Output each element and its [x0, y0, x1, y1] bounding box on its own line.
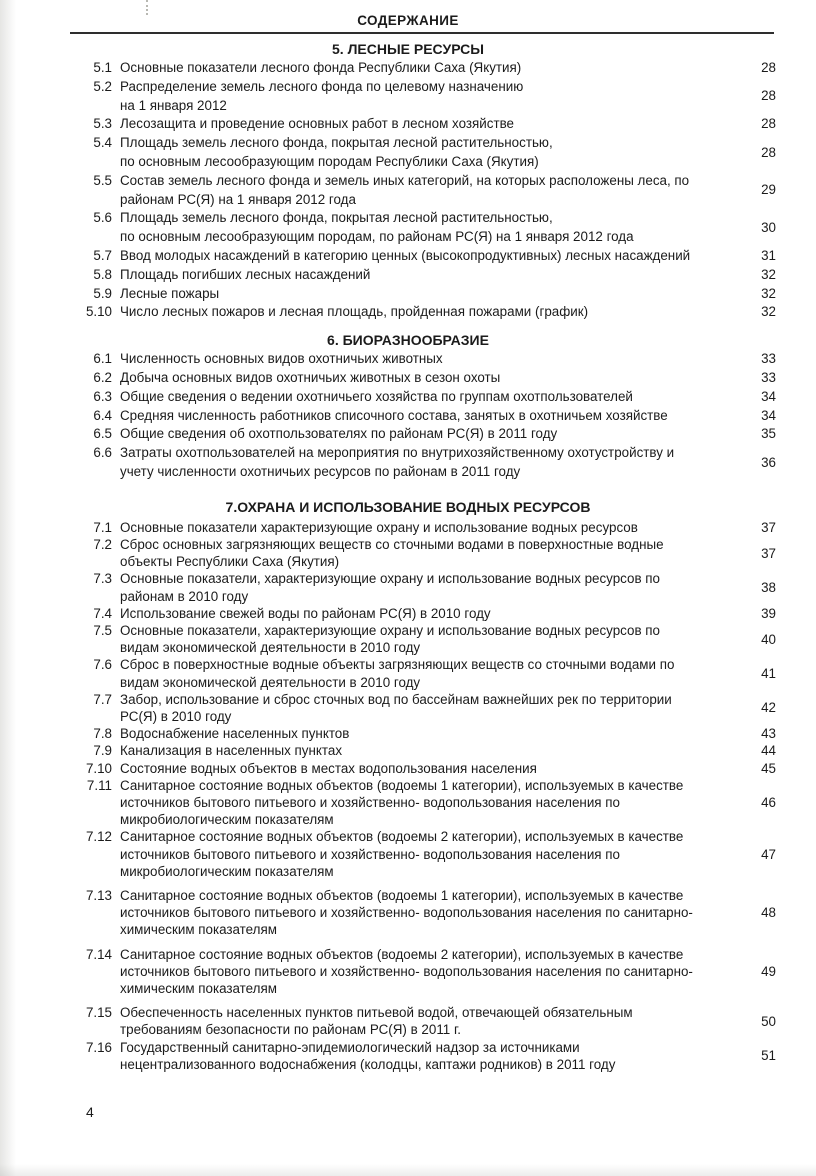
entry-page-number: 51: [761, 1048, 776, 1064]
toc-entry: [0, 536, 816, 570]
toc-entry: [0, 1004, 816, 1038]
entry-title-line: Сброс в поверхностные водные объекты загрязняющих веществ со сточными водами по: [120, 657, 675, 673]
toc-entry: [0, 285, 816, 304]
toc-section: [0, 40, 816, 322]
entry-title-line: Государственный санитарно-эпидемиологический надзор за источниками: [120, 1039, 580, 1055]
entry-number: 6.3: [93, 388, 112, 404]
entry-number: 6.4: [93, 407, 112, 423]
entry-title-line: Состояние водных объектов в местах водопользования населения: [120, 760, 537, 776]
entry-number: 7.10: [85, 760, 112, 776]
entry-number: 5.9: [93, 285, 112, 301]
entry-page-number: 34: [761, 407, 776, 423]
entry-page-number: 28: [761, 60, 776, 75]
entry-page-number: 47: [761, 846, 776, 862]
entry-number: 7.3: [93, 571, 112, 587]
entry-number: 5.8: [93, 266, 112, 282]
toc-entry: [0, 570, 816, 604]
entry-title: [120, 605, 736, 622]
entry-title-line: источников бытового питьевого и хозяйственно- водопользования населения по: [120, 846, 620, 862]
section-title: 7.ОХРАНА И ИСПОЛЬЗОВАНИЕ ВОДНЫХ РЕСУРСОВ: [225, 498, 591, 515]
page-title: СОДЕРЖАНИЕ: [357, 13, 459, 28]
entry-page-number: 42: [761, 700, 776, 716]
entry-title-line: источников бытового питьевого и хозяйственно- водопользования населения по: [120, 794, 620, 810]
entry-number: 7.11: [86, 777, 112, 793]
entry-title-line: Распределение земель лесного фонда по целевому назначению: [120, 78, 524, 94]
entry-number: 7.8: [93, 726, 112, 742]
entry-title: [120, 115, 736, 134]
entry-page-number: 44: [761, 743, 776, 759]
header-rule: [70, 32, 774, 34]
entry-page-number: 30: [761, 219, 776, 235]
entry-number: 7.6: [93, 657, 112, 673]
entry-title: [120, 388, 736, 407]
entry-number: 5.10: [85, 304, 112, 320]
entry-page-number: 45: [761, 760, 776, 776]
toc-entry: [0, 444, 816, 482]
entry-number: 7.5: [93, 622, 112, 638]
entry-page-number: 41: [761, 665, 776, 681]
entry-title-line: источников бытового питьевого и хозяйственно- водопользования населения по санитарно-: [120, 963, 693, 979]
entry-page-number: 50: [761, 1013, 776, 1029]
entry-title: [120, 369, 736, 388]
entry-title-line: Численность основных видов охотничьих животных: [120, 351, 443, 367]
entry-title-line: Основные показатели лесного фонда Республики Саха (Якутия): [120, 60, 522, 75]
entry-title-line: объекты Республики Саха (Якутия): [120, 554, 340, 570]
entry-number: 5.1: [93, 60, 112, 75]
toc-entry: [0, 350, 816, 369]
toc-entry: [0, 742, 816, 759]
entry-title-line: на 1 января 2012: [120, 97, 227, 113]
toc-section: [0, 498, 816, 1073]
entry-page-number: 31: [761, 247, 776, 263]
entry-page-number: 35: [761, 426, 776, 442]
entry-page-number: 32: [761, 266, 776, 282]
entry-title: [120, 444, 736, 482]
entry-title: [120, 622, 736, 656]
entry-title-line: Ввод молодых насаждений в категорию ценных (высокопродуктивных) лесных насаждений: [120, 247, 691, 263]
entry-title: [120, 777, 736, 829]
toc-entry: [0, 887, 816, 939]
toc-entry: [0, 691, 816, 725]
entry-number: 6.2: [93, 369, 112, 385]
entry-page-number: 28: [761, 144, 776, 160]
entry-page-number: 36: [761, 454, 776, 470]
entry-title-line: Санитарное состояние водных объектов (водоемы 1 категории), используемых в качестве: [120, 888, 684, 903]
entry-number: 5.5: [93, 172, 112, 188]
toc-entry: [0, 656, 816, 690]
entry-title-line: по основным лесообразующим породам Республики Саха (Якутия): [120, 153, 539, 169]
toc-entry: [0, 134, 816, 172]
entry-page-number: 32: [761, 304, 776, 320]
entry-title-line: химическим показателям: [120, 981, 277, 997]
entry-title-line: Санитарное состояние водных объектов (водоемы 2 категории), используемых в качестве: [120, 946, 684, 962]
entry-title: [120, 828, 736, 880]
toc-entry: [0, 407, 816, 426]
entry-page-number: 29: [761, 182, 776, 198]
entry-title: [120, 725, 736, 742]
toc-entry: [0, 622, 816, 656]
entry-title-line: Основные показатели, характеризующие охрану и использование водных ресурсов по: [120, 622, 660, 638]
entry-number: 7.2: [93, 536, 112, 552]
toc-entry: [0, 946, 816, 998]
entry-title: [120, 519, 736, 536]
entry-title-line: Использование свежей воды по районам РС(Я) в 2010 году: [120, 605, 491, 621]
entry-number: 7.15: [85, 1005, 112, 1021]
entry-title-line: Санитарное состояние водных объектов (водоемы 1 категории), используемых в качестве: [120, 777, 684, 793]
toc-entry: [0, 115, 816, 134]
entry-number: 6.5: [93, 426, 112, 442]
entry-title-line: микробиологическим показателям: [120, 863, 334, 879]
entry-number: 7.13: [85, 888, 112, 903]
entry-title: [120, 691, 736, 725]
entry-title: [120, 172, 736, 210]
entry-page-number: 39: [761, 605, 776, 621]
entry-page-number: 40: [761, 631, 776, 647]
entry-page-number: 32: [761, 285, 776, 301]
entry-title: [120, 303, 736, 322]
scan-bottom-shadow: [0, 1164, 816, 1176]
section-title: 5. ЛЕСНЫЕ РЕСУРСЫ: [332, 41, 484, 57]
entry-title: [120, 742, 736, 759]
entry-page-number: 33: [761, 351, 776, 367]
entry-number: 7.7: [93, 691, 112, 707]
toc-entry: [0, 369, 816, 388]
toc-entry: [0, 59, 816, 78]
entry-title: [120, 134, 736, 172]
toc-entry: [0, 388, 816, 407]
entry-number: 5.3: [93, 116, 112, 132]
entry-title-line: Забор, использование и сброс сточных вод по бассейнам важнейших рек по территории: [120, 691, 672, 707]
entry-title: [120, 1004, 736, 1038]
entry-title-line: Общие сведения об охотпользователях по районам РС(Я) в 2011 году: [120, 426, 558, 442]
entry-title: [120, 266, 736, 285]
entry-title-line: источников бытового питьевого и хозяйственно- водопользования населения по санитарно-: [120, 905, 693, 921]
entry-number: 7.16: [85, 1039, 112, 1055]
entry-title-line: Лесные пожары: [120, 285, 220, 301]
entry-number: 5.2: [93, 78, 112, 94]
entry-number: 5.6: [93, 210, 112, 226]
toc-entry: [0, 519, 816, 536]
entry-title-line: видам экономической деятельности в 2010 году: [120, 640, 421, 656]
entry-title: [120, 946, 736, 998]
entry-page-number: 33: [761, 369, 776, 385]
entry-title-line: районам РС(Я) на 1 января 2012 года: [120, 191, 356, 207]
toc-entry: [0, 209, 816, 247]
toc-entry: [0, 425, 816, 444]
page-number: 4: [86, 1104, 94, 1120]
entry-title: [120, 59, 736, 78]
entry-page-number: 37: [761, 545, 776, 561]
entry-title-line: Площадь земель лесного фонда, покрытая лесной растительностью,: [120, 210, 553, 226]
entry-number: 5.4: [93, 135, 112, 151]
entry-title: [120, 407, 736, 426]
entry-title-line: Лесозащита и проведение основных работ в лесном хозяйстве: [120, 116, 514, 132]
scan-artifact-mark: [146, 0, 148, 15]
entry-title: [120, 570, 736, 604]
entry-page-number: 48: [761, 905, 776, 921]
entry-number: 7.14: [85, 946, 112, 962]
entry-title: [120, 350, 736, 369]
entry-title-line: требованиям безопасности по районам РС(Я) в 2011 г.: [120, 1022, 461, 1038]
entry-title-line: химическим показателям: [120, 922, 277, 938]
entry-number: 7.9: [93, 743, 112, 759]
toc-entry: [0, 605, 816, 622]
toc-entry: [0, 828, 816, 880]
entry-title-line: районам в 2010 году: [120, 588, 249, 604]
entry-title: [120, 887, 736, 939]
entry-title-line: Число лесных пожаров и лесная площадь, пройденная пожарами (график): [120, 304, 589, 320]
toc-entry: [0, 303, 816, 322]
entry-title-line: Обеспеченность населенных пунктов питьевой водой, отвечающей обязательным: [120, 1005, 633, 1021]
entry-title: [120, 536, 736, 570]
entry-title: [120, 1039, 736, 1073]
toc-entry: [0, 725, 816, 742]
entry-title-line: Санитарное состояние водных объектов (водоемы 2 категории), используемых в качестве: [120, 829, 684, 845]
entry-title: [120, 209, 736, 247]
toc-section: [0, 331, 816, 482]
entry-title: [120, 760, 736, 777]
entry-page-number: 38: [761, 579, 776, 595]
entry-number: 7.12: [85, 829, 112, 845]
entry-title: [120, 285, 736, 304]
entry-title-line: Основные показатели, характеризующие охрану и использование водных ресурсов по: [120, 571, 660, 587]
entry-title-line: Водоснабжение населенных пунктов: [120, 726, 350, 742]
entry-title-line: по основным лесообразующим породам, по районам РС(Я) на 1 января 2012 года: [120, 229, 634, 245]
entry-title: [120, 247, 736, 266]
entry-title-line: Сброс основных загрязняющих веществ со сточными водами в поверхностные водные: [120, 536, 664, 552]
entry-page-number: 46: [761, 794, 776, 810]
entry-title-line: Площадь земель лесного фонда, покрытая лесной растительностью,: [120, 135, 553, 151]
table-of-contents: [0, 40, 816, 1073]
entry-title-line: Затраты охотпользователей на мероприятия по внутрихозяйственному охотустройству и: [120, 445, 675, 461]
entry-number: 7.4: [93, 605, 112, 621]
toc-entry: [0, 266, 816, 285]
entry-title-line: Основные показатели характеризующие охрану и использование водных ресурсов: [120, 519, 638, 535]
toc-entry: [0, 78, 816, 116]
section-title: 6. БИОРАЗНООБРАЗИЕ: [327, 332, 489, 349]
entry-page-number: 28: [761, 88, 776, 104]
entry-title-line: Добыча основных видов охотничьих животных в сезон охоты: [120, 369, 501, 385]
entry-page-number: 28: [761, 116, 776, 132]
entry-page-number: 34: [761, 388, 776, 404]
entry-title-line: Общие сведения о ведении охотничьего хозяйства по группам охотпользователей: [120, 388, 633, 404]
toc-entry: [0, 777, 816, 829]
entry-title: [120, 78, 736, 116]
entry-title-line: микробиологическим показателям: [120, 812, 334, 828]
entry-title-line: Канализация в населенных пунктах: [120, 743, 343, 759]
entry-page-number: 43: [761, 726, 776, 742]
entry-title-line: учету численности охотничьих ресурсов по районам в 2011 году: [120, 463, 521, 479]
entry-title-line: Средняя численность работников списочного состава, занятых в охотничьем хозяйстве: [120, 407, 668, 423]
entry-title-line: Площадь погибших лесных насаждений: [120, 266, 371, 282]
entry-number: 7.1: [93, 519, 112, 535]
entry-number: 6.6: [93, 445, 112, 461]
entry-title-line: РС(Я) в 2010 году: [120, 708, 232, 724]
entry-page-number: 49: [761, 963, 776, 979]
toc-entry: [0, 760, 816, 777]
toc-entry: [0, 172, 816, 210]
toc-entry: [0, 247, 816, 266]
entry-title: [120, 425, 736, 444]
entry-number: 6.1: [93, 351, 112, 367]
toc-entry: [0, 1039, 816, 1073]
entry-title-line: видам экономической деятельности в 2010 году: [120, 674, 421, 690]
entry-title-line: нецентрализованного водоснабжения (колодцы, каптажи родников) в 2011 году: [120, 1056, 616, 1072]
entry-number: 5.7: [93, 247, 112, 263]
entry-title: [120, 656, 736, 690]
entry-title-line: Состав земель лесного фонда и земель иных категорий, на которых расположены леса, по: [120, 172, 690, 188]
entry-page-number: 37: [761, 519, 776, 535]
